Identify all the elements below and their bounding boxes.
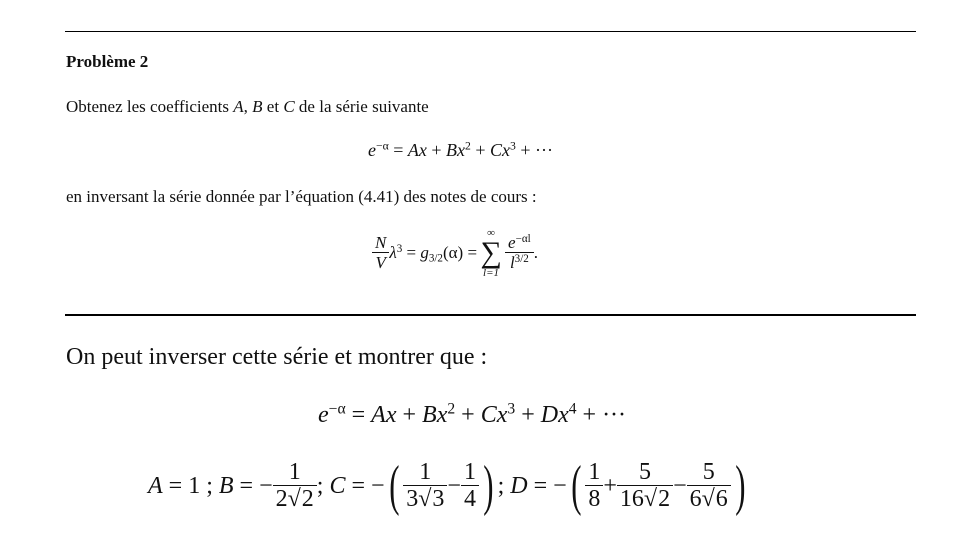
- coefficients-result: A = 1 ; B = − $\frac{1}{2√2}$ ; C = −( $\frac{1}{3√3}$ − $\frac{1}{4}$ ); D = −( $\frac{1}{8}$ + $\frac{5}{16√2}$ − $\frac{5}{6√6}$ ): [148, 455, 746, 517]
- coef-d-fraction-2: $\frac{5}{16√2}$: [617, 459, 673, 514]
- statement-text: de la série suivante: [294, 97, 429, 116]
- var-b: B: [252, 97, 263, 116]
- coef-b-fraction: $\frac{1}{2√2}$: [273, 459, 317, 514]
- density-equation: $\frac{N}{V}$ $\lambda^3 = g_{3/2}(\alpha)$ = ∞ ∑ l=1 $\frac{e^{-\alpha l}}{l^{3/2}}$ .: [372, 228, 538, 284]
- problem-statement-2: en inversant la série donnée par l’équation (4.41) des notes de cours :: [66, 187, 537, 206]
- separator: et: [262, 97, 284, 116]
- top-rule: [65, 31, 916, 32]
- coef-d-fraction-3: $\frac{5}{6√6}$: [687, 459, 731, 514]
- solution-intro: On peut inverser cette série et montrer que :: [66, 344, 488, 370]
- fraction-summand: $\frac{e^{-\alpha l}}{l^{3/2}}$: [505, 234, 534, 273]
- coef-c-fraction-2: $\frac{1}{4}$: [461, 459, 479, 514]
- section-divider: [65, 314, 916, 316]
- series-equation: $e^{-\alpha} = Ax + Bx^2 + Cx^3$ + ···: [368, 139, 554, 160]
- var-a: A: [233, 97, 244, 116]
- var-c: C: [283, 97, 295, 116]
- statement-text: Obtenez les coefficients: [66, 97, 234, 116]
- fraction-n-over-v: $\frac{N}{V}$: [372, 234, 389, 273]
- sum-symbol: ∞ ∑ l=1: [480, 227, 502, 279]
- problem-title: Problème 2: [66, 52, 149, 71]
- coef-c-fraction-1: $\frac{1}{3√3}$: [403, 459, 447, 514]
- separator: ,: [243, 97, 253, 116]
- coef-d-fraction-1: $\frac{1}{8}$: [585, 459, 603, 514]
- inverted-series-equation: $e^{-\alpha} = Ax + Bx^2 + Cx^3 + Dx^4$ + ···: [318, 400, 627, 428]
- problem-statement: [66, 97, 429, 117]
